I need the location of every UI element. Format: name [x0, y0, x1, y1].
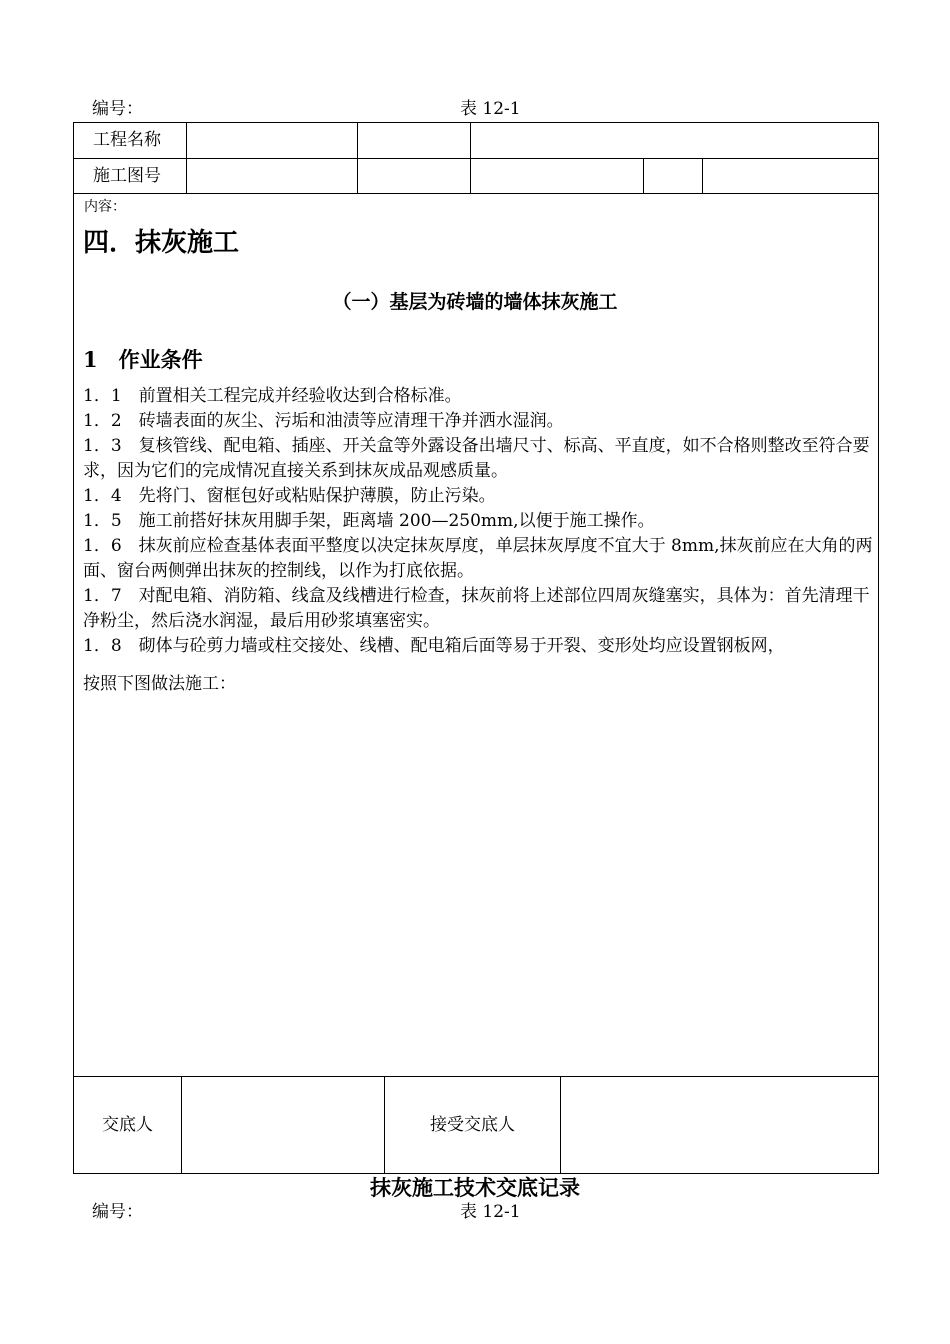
- list-item: 1．5 施工前搭好抹灰用脚手架，距离墙 200—250mm,以便于施工操作。: [83, 511, 655, 531]
- handover-person-signature: [182, 1077, 384, 1173]
- list-item: 1．4 先将门、窗框包好或粘贴保护薄膜，防止污染。: [83, 486, 496, 506]
- project-name-extra-cell: [358, 123, 470, 158]
- content-label: 内容：: [84, 199, 126, 215]
- list-item: 1．1 前置相关工程完成并经验收达到合格标准。: [83, 386, 462, 406]
- list-item: 1．2 砖墙表面的灰尘、污垢和油渍等应清理干净并洒水湿润。: [83, 411, 564, 431]
- condition-list: [83, 384, 873, 659]
- list-item: 1．7 对配电箱、消防箱、线盒及线槽进行检查，抹灰前将上述部位四周灰缝塞实，具体为：首先清理干净粉尘，然后浇水润湿，最后用砂浆填塞密实。: [83, 586, 870, 631]
- project-name-extra-cell-2: [471, 123, 878, 158]
- list-item: 1．6 抹灰前应检查基体表面平整度以决定抹灰厚度，单层抹灰厚度不宜大于 8mm,抹灰前应在大角的两面、窗台两侧弹出抹灰的控制线，以作为打底依据。: [83, 536, 873, 581]
- receiver-signature: [561, 1077, 878, 1173]
- chapter-title: 四．抹灰施工: [83, 228, 240, 258]
- section-title: （一）基层为砖墙的墙体抹灰施工: [332, 291, 618, 313]
- record-title: 抹灰施工技术交底记录: [370, 1175, 580, 1200]
- drawing-note: 按照下图做法施工：: [83, 674, 236, 694]
- list-item: 1．8 砌体与砼剪力墙或柱交接处、线槽、配电箱后面等易于开裂、变形处均应设置钢板网，: [83, 636, 785, 656]
- list-item: 1．3 复核管线、配电箱、插座、开关盒等外露设备出墙尺寸、标高、平直度，如不合格则整改至符合要求，因为它们的完成情况直接关系到抹灰成品观感质量。: [83, 436, 870, 481]
- footer-form-id: 表 12-1: [460, 1202, 521, 1222]
- project-name-label: 工程名称: [93, 130, 161, 150]
- receiver-label: 接受交底人: [430, 1115, 515, 1135]
- subsection-title: 1 作业条件: [83, 347, 203, 372]
- form-id: 表 12-1: [460, 99, 521, 119]
- footer-number-label: 编号：: [92, 1202, 143, 1222]
- number-label: 编号：: [92, 99, 143, 119]
- drawing-no-label: 施工图号: [93, 166, 161, 186]
- project-name-value: [187, 123, 357, 158]
- handover-person-label: 交底人: [102, 1115, 153, 1135]
- drawing-no-value: [187, 159, 357, 193]
